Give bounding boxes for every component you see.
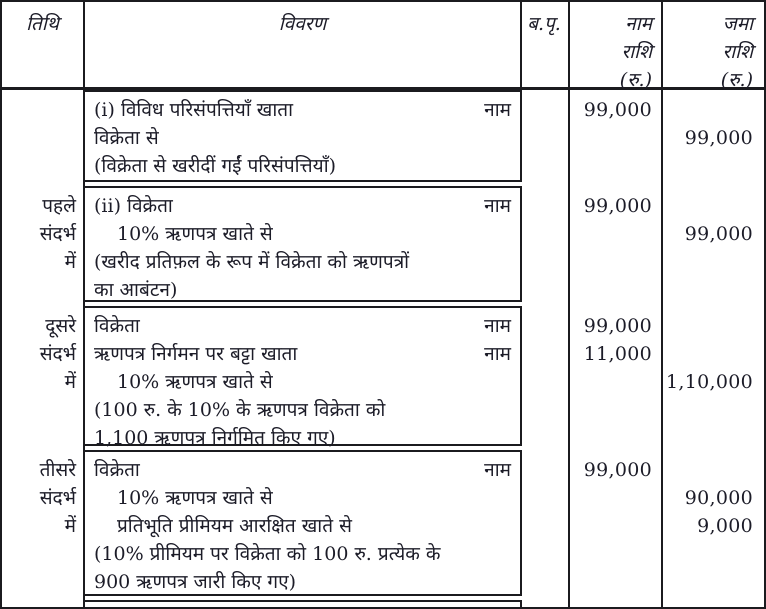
entry-line: [85, 424, 520, 452]
entry-text: 10% ऋणपत्र खाते से: [117, 371, 273, 393]
header-debit-line2: राशि: [621, 41, 652, 63]
entry-narration: (विक्रेता से खरीदीं गईं परिसंपत्तियाँ): [94, 155, 337, 177]
entry-line: [85, 248, 520, 276]
credit-amount: 1,10,000: [665, 371, 753, 393]
entry-line: [85, 512, 520, 540]
entry-text: 10% ऋणपत्र खाते से: [117, 487, 273, 509]
entry-line: [85, 340, 520, 368]
entry-line: [85, 540, 520, 568]
header-credit-line3: (रु.): [720, 69, 753, 91]
debit-marker: नाम: [484, 343, 511, 365]
journal-entry-box-2: [83, 186, 522, 302]
entry-text: विक्रेता से: [94, 127, 159, 149]
credit-amount: 99,000: [684, 127, 753, 149]
entry-narration: 1,100 ऋणपत्र निर्गमित किए गए): [94, 427, 336, 449]
entry-text: 10% ऋणपत्र खाते से: [117, 223, 273, 245]
entry-line: [85, 456, 520, 484]
debit-marker: नाम: [484, 315, 511, 337]
journal-entry-box-4: [83, 450, 522, 596]
entry-line: [85, 368, 520, 396]
credit-amount: 90,000: [684, 487, 753, 509]
entry-text: विक्रेता: [94, 315, 140, 337]
case-label-first: [2, 192, 83, 276]
journal-entry-box-3: [83, 306, 522, 449]
entry-narration: का आबंटन): [94, 279, 178, 301]
entry-narration: (10% प्रीमियम पर विक्रेता को 100 रु. प्रत्येक के: [94, 543, 441, 565]
case-label-second: [2, 312, 83, 396]
header-debit: [570, 10, 661, 94]
entry-line: [85, 312, 520, 340]
entry-line: [85, 220, 520, 248]
entry-line: [85, 276, 520, 304]
entry-line: [85, 192, 520, 220]
header-folio: ब.पृ.: [527, 13, 561, 35]
debit-amount: 99,000: [583, 459, 652, 481]
entry-text: (i) विविध परिसंपत्तियाँ खाता: [94, 99, 294, 121]
credit-amount: 99,000: [684, 223, 753, 245]
debit-marker: नाम: [484, 195, 511, 217]
entry-line: [85, 96, 520, 124]
entry-text: ऋणपत्र निर्गमन पर बट्टा खाता: [94, 343, 298, 365]
case-label-line: तीसरे: [39, 459, 76, 481]
entry-line: [85, 484, 520, 512]
entry-text: विक्रेता: [94, 459, 140, 481]
case-label-line: दूसरे: [45, 315, 76, 337]
credit-amount: 9,000: [697, 515, 753, 537]
debit-amount: 99,000: [583, 99, 652, 121]
case-label-line: में: [64, 371, 76, 393]
header-date: तिथि: [26, 13, 59, 35]
header-debit-line3: (रु.): [619, 69, 652, 91]
entry-line: [85, 152, 520, 180]
debit-marker: नाम: [484, 459, 511, 481]
entry-narration: (100 रु. के 10% के ऋणपत्र विक्रेता को: [94, 399, 386, 421]
header-particulars: विवरण: [278, 13, 327, 35]
debit-amount: 99,000: [583, 195, 652, 217]
journal-entry-box-1: [83, 90, 522, 182]
header-credit-line1: जमा: [722, 13, 753, 35]
entry-line: [85, 568, 520, 596]
case-label-line: संदर्भ: [39, 223, 76, 245]
case-label-line: में: [64, 251, 76, 273]
entry-narration: 900 ऋणपत्र जारी किए गए): [94, 571, 296, 593]
debit-marker: नाम: [484, 99, 511, 121]
entry-line: [85, 124, 520, 152]
header-credit-line2: राशि: [722, 41, 753, 63]
header-credit: [663, 10, 762, 94]
entry-narration: (खरीद प्रतिफ़ल के रूप में विक्रेता को ऋणपत्रों: [94, 251, 410, 273]
debit-amount: 11,000: [583, 343, 652, 365]
case-label-line: संदर्भ: [39, 343, 76, 365]
entry-line: [85, 396, 520, 424]
debit-amount: 99,000: [583, 315, 652, 337]
case-label-third: [2, 456, 83, 540]
case-label-line: में: [64, 515, 76, 537]
header-debit-line1: नाम: [625, 13, 652, 35]
entry-text: (ii) विक्रेता: [94, 195, 173, 217]
case-label-line: पहले: [42, 195, 76, 217]
entry-text: प्रतिभूति प्रीमियम आरक्षित खाते से: [117, 515, 352, 537]
journal-entry-box-empty: [83, 600, 522, 609]
case-label-line: संदर्भ: [39, 487, 76, 509]
